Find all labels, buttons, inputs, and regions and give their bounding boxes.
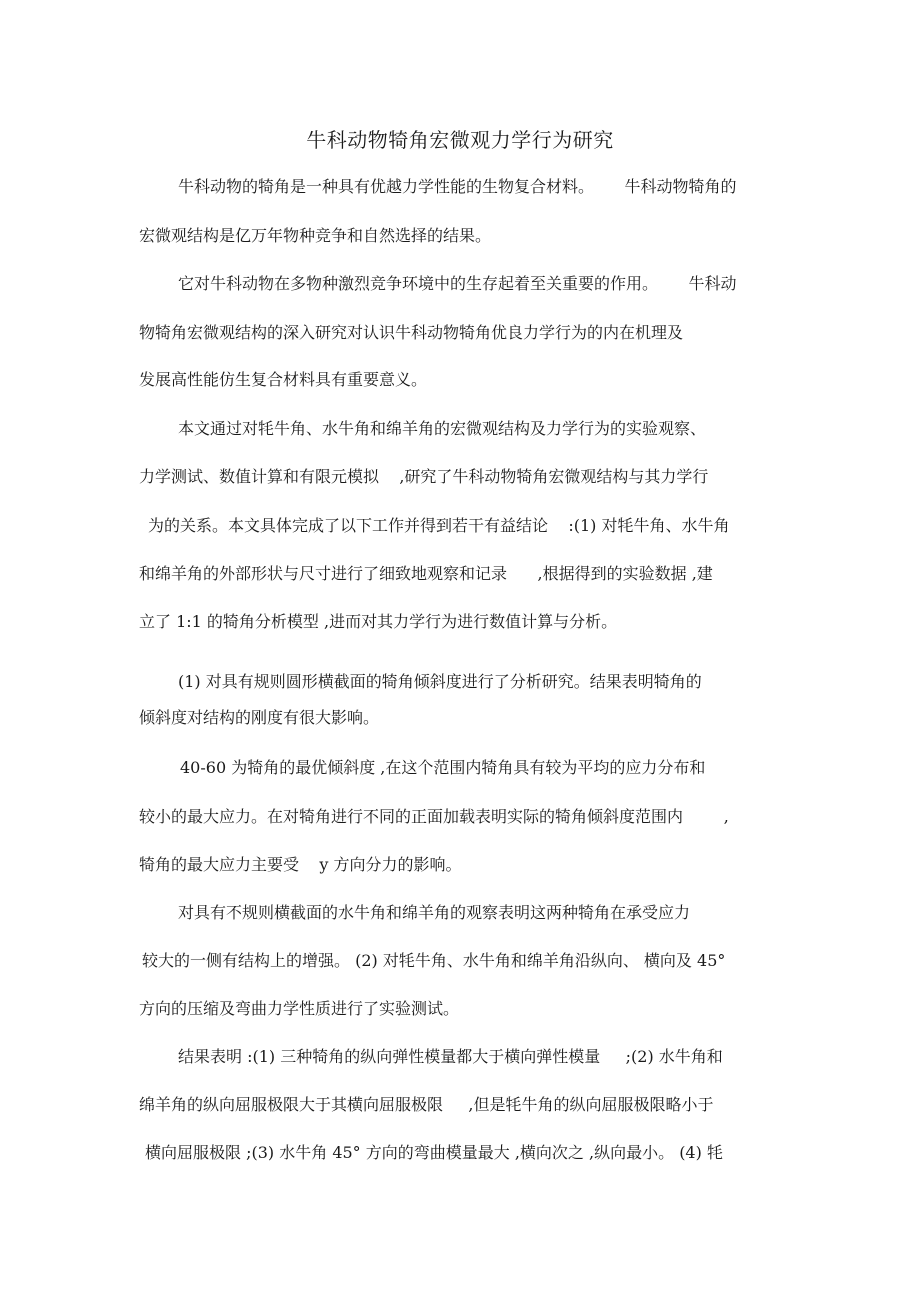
text-line-13: 40-60 为犄角的最优倾斜度 ,在这个范围内犄角具有较为平均的应力分布和 — [180, 758, 706, 777]
text-line-17: 较大的一侧有结构上的增强。 (2) 对牦牛角、水牛角和绵羊角沿纵向、 横向及 45° — [142, 951, 726, 970]
text-line-19: 结果表明 :(1) 三种犄角的纵向弹性模量都大于横向弹性模量 ;(2) 水牛角和 — [178, 1047, 723, 1066]
text-line-8: 为的关系。本文具体完成了以下工作并得到若干有益结论 :(1) 对牦牛角、水牛角 — [148, 516, 730, 535]
text-line-9: 和绵羊角的外部形状与尺寸进行了细致地观察和记录 ,根据得到的实验数据 ,建 — [139, 564, 713, 583]
text-line-15: 犄角的最大应力主要受 y 方向分力的影响。 — [139, 855, 462, 874]
text-line-20: 绵羊角的纵向屈服极限大于其横向屈服极限 ,但是牦牛角的纵向屈服极限略小于 — [139, 1095, 714, 1114]
text-line-16: 对具有不规则横截面的水牛角和绵羊角的观察表明这两种犄角在承受应力 — [178, 903, 691, 922]
text-line-4: 物犄角宏微观结构的深入研究对认识牛科动物犄角优良力学行为的内在机理及 — [139, 323, 684, 342]
text-line-2: 宏微观结构是亿万年物种竞争和自然选择的结果。 — [139, 226, 492, 245]
text-line-18: 方向的压缩及弯曲力学性质进行了实验测试。 — [139, 999, 460, 1018]
text-line-7: 力学测试、数值计算和有限元模拟 ,研究了牛科动物犄角宏微观结构与其力学行 — [139, 467, 709, 486]
document-title: 牛科动物犄角宏微观力学行为研究 — [306, 128, 614, 152]
text-line-5: 发展高性能仿生复合材料具有重要意义。 — [139, 370, 428, 389]
text-line-21: 横向屈服极限 ;(3) 水牛角 45° 方向的弯曲模量最大 ,横向次之 ,纵向最小。 (4) 牦 — [145, 1143, 723, 1162]
text-line-1: 牛科动物的犄角是一种具有优越力学性能的生物复合材料。 牛科动物犄角的 — [178, 177, 737, 196]
text-line-3: 它对牛科动物在多物种激烈竞争环境中的生存起着至关重要的作用。 牛科动 — [178, 274, 737, 293]
text-line-12: 倾斜度对结构的刚度有很大影响。 — [139, 708, 380, 727]
text-line-10: 立了 1:1 的犄角分析模型 ,进而对其力学行为进行数值计算与分析。 — [139, 612, 618, 631]
text-line-6: 本文通过对牦牛角、水牛角和绵羊角的宏微观结构及力学行为的实验观察、 — [178, 419, 707, 438]
text-line-11: (1) 对具有规则圆形横截面的犄角倾斜度进行了分析研究。结果表明犄角的 — [178, 672, 702, 691]
text-line-14: 较小的最大应力。在对犄角进行不同的正面加载表明实际的犄角倾斜度范围内 , — [139, 807, 729, 826]
